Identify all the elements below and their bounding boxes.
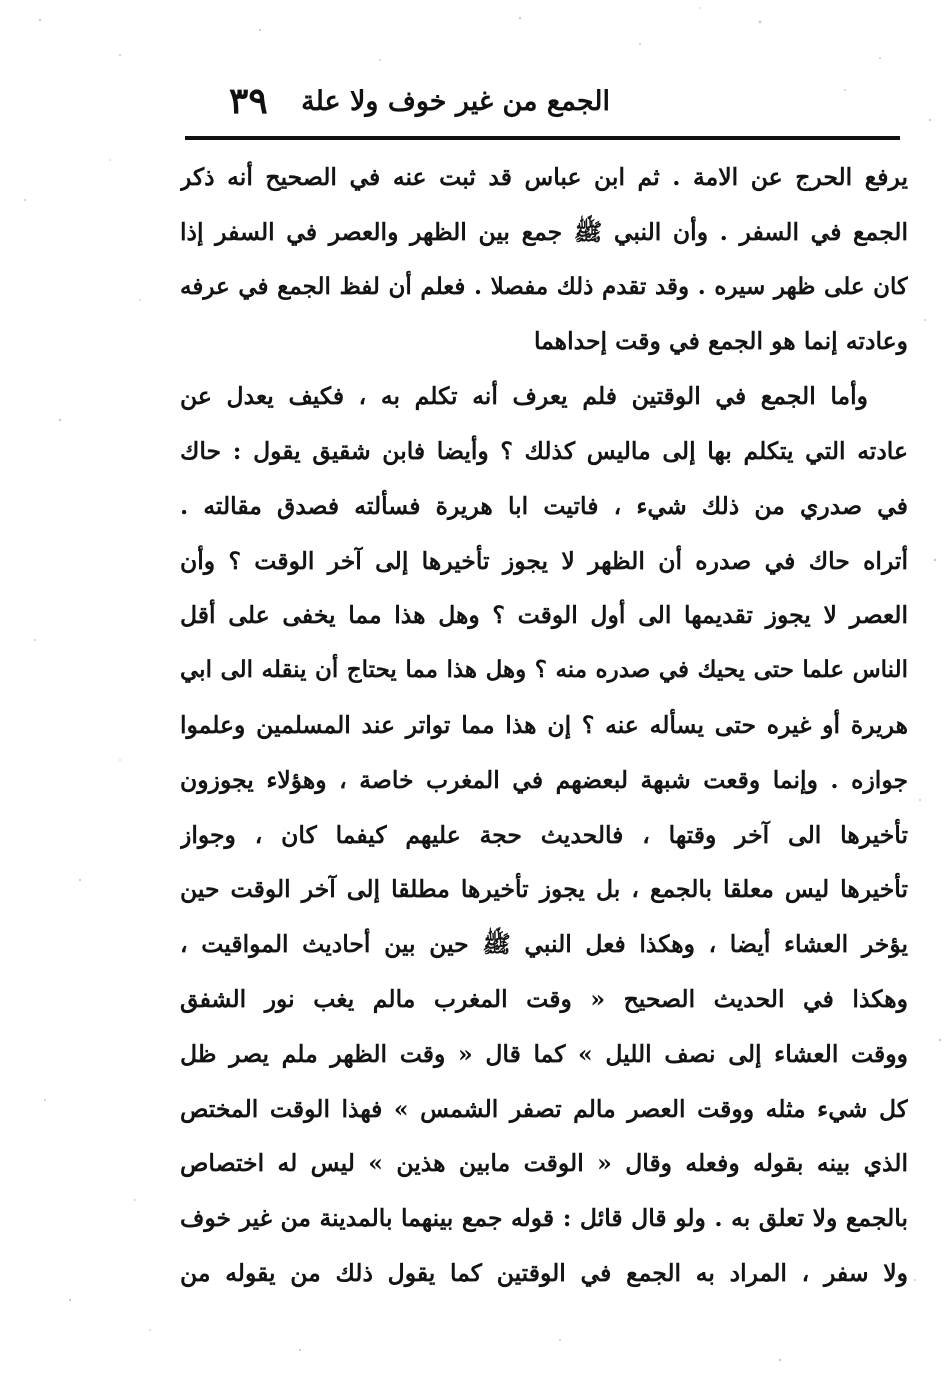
text-line: وعادته إنما هو الجمع في وقت إحداهما — [533, 327, 908, 356]
text-line: في صدري من ذلك شيء ، فاتيت ابا هريرة فسألته فصدق مقالته . — [180, 491, 908, 520]
text-line: يؤخر العشاء أيضا ، وهكذا فعل النبي ﷺ حين بين أحاديث المواقيت ، — [180, 930, 908, 959]
text-line: العصر لا يجوز تقديمها الى أول الوقت ؟ وهل هذا مما يخفى على أقل — [180, 601, 908, 630]
text-line: تأخيرها ليس معلقا بالجمع ، بل يجوز تأخيرها مطلقا إلى آخر الوقت حين — [180, 875, 908, 904]
text-line: كل شيء مثله ووقت العصر مالم تصفر الشمس » فهذا الوقت المختص — [180, 1094, 908, 1123]
text-line: الجمع في السفر . وأن النبي ﷺ جمع بين الظهر والعصر في السفر إذا — [180, 217, 908, 246]
header-rule — [185, 136, 900, 140]
text-line: كان على ظهر سيره . وقد تقدم ذلك مفصلا . فعلم أن لفظ الجمع في عرفه — [180, 272, 908, 300]
text-line: ولا سفر ، المراد به الجمع في الوقتين كما يقول ذلك من يقوله من — [180, 1258, 908, 1287]
text-line: وهكذا في الحديث الصحيح « وقت المغرب مالم يغب نور الشفق — [180, 984, 908, 1013]
text-line: عادته التي يتكلم بها إلى ماليس كذلك ؟ وأيضا فابن شقيق يقول : حاك — [180, 436, 908, 465]
page-number: ٣٩ — [229, 80, 268, 122]
text-line: الذي بينه بقوله وفعله وقال « الوقت مابين هذين » ليس له اختصاص — [180, 1149, 908, 1178]
body-text — [180, 150, 908, 1301]
text-line: تأخيرها الى آخر وقتها ، فالحديث حجة عليهم كيفما كان ، وجواز — [180, 820, 908, 849]
text-line: جوازه . وإنما وقعت شبهة لبعضهم في المغرب خاصة ، وهؤلاء يجوزون — [180, 765, 908, 794]
text-line: ووقت العشاء إلى نصف الليل » كما قال « وقت الظهر ملم يصر ظل — [180, 1039, 908, 1068]
text-line: يرفع الحرج عن الامة . ثم ابن عباس قد ثبت عنه في الصحيح أنه ذكر — [180, 163, 908, 191]
running-title: الجمع من غير خوف ولا علة — [301, 86, 610, 117]
text-line: بالجمع ولا تعلق به . ولو قال قائل : قوله جمع بينهما بالمدينة من غير خوف — [180, 1204, 908, 1233]
text-line: الناس علما حتى يحيك في صدره منه ؟ وهل هذا مما يحتاج أن ينقله الى ابي — [180, 656, 908, 684]
text-line: وأما الجمع في الوقتين فلم يعرف أنه تكلم به ، فكيف يعدل عن — [180, 382, 868, 411]
text-line: أتراه حاك في صدره أن الظهر لا يجوز تأخيرها إلى آخر الوقت ؟ وأن — [180, 546, 908, 575]
running-header — [185, 80, 900, 136]
text-line: هريرة أو غيره حتى يسأله عنه ؟ إن هذا مما تواتر عند المسلمين وعلموا — [180, 710, 908, 739]
